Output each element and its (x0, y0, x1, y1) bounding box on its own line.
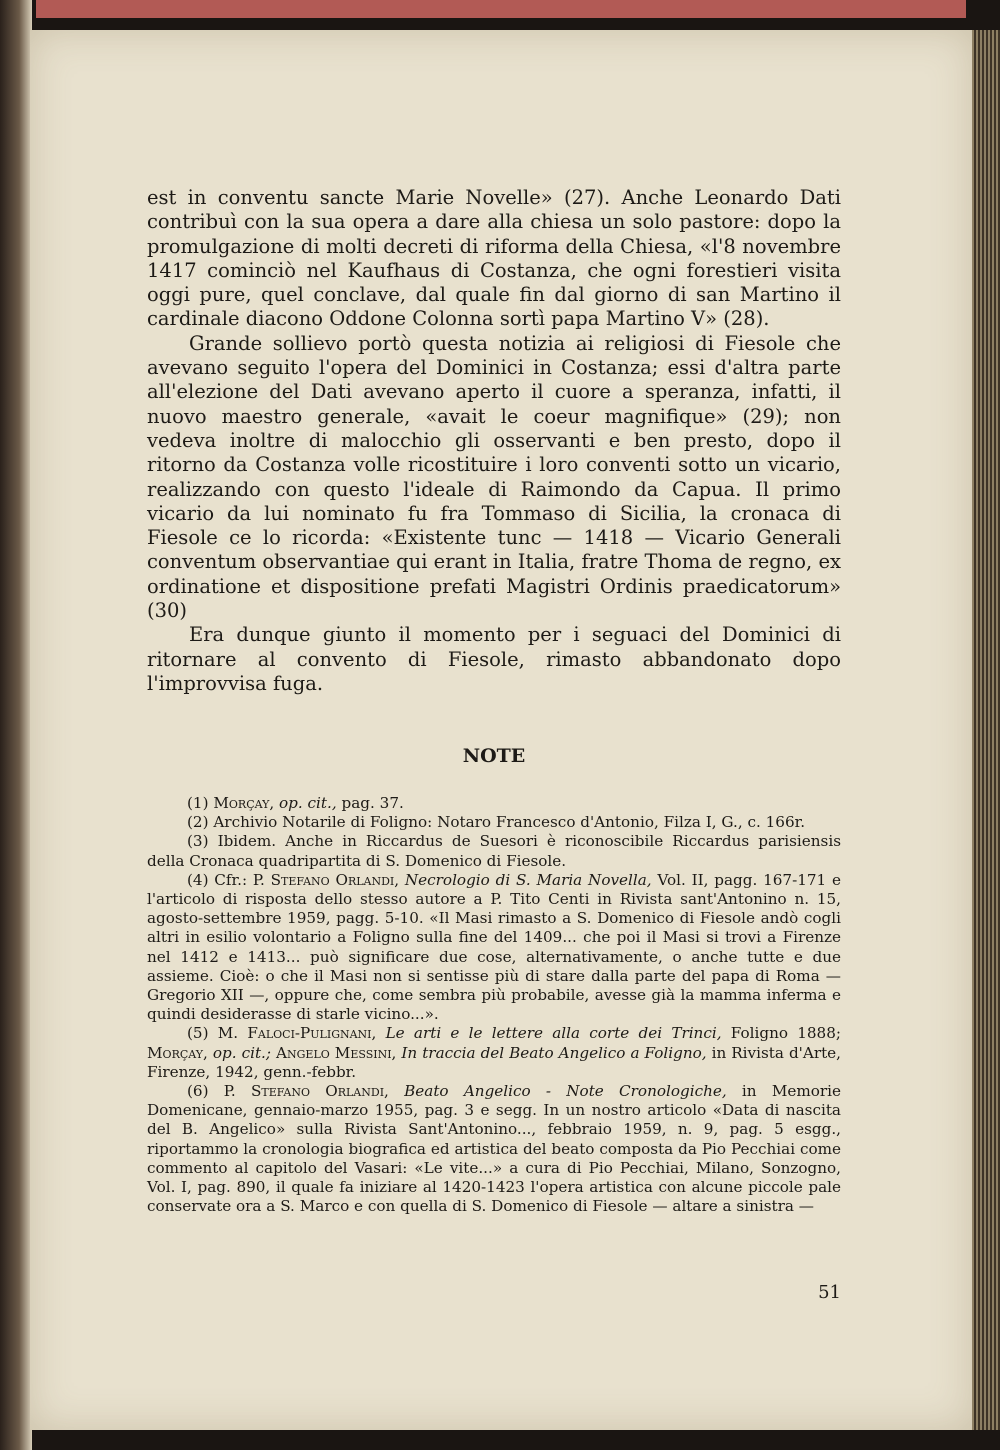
bookmark-ribbon (36, 0, 966, 18)
page-number: 51 (818, 1282, 841, 1303)
notes-heading: NOTE (462, 745, 526, 767)
book-spine (0, 0, 32, 1450)
note-4-rest: Vol. II, pagg. 167-171 e l'articolo di risposta dello stesso autore a P. Tito Centi in Rivista sant'Antonino n. 15, agosto-settembre 1959, pagg. 5-10. «Il Masi rimasto a S. Domenico di Fiesole andò cogli altri in esilio volontario a Foligno sulla fine del 1409... che poi il Masi si trovi a Firenze nel 1412 e 1413... può significare due cose, alternativamente, o anche tutte e due assieme. Cioè: o che il Masi non si sentisse più di stare dalla parte del papa di Roma — Gregorio XII —, oppure che, come sembra più probabile, avesse già la mamma inferma e quindi desiderasse di starle vicino...». (147, 870, 841, 1024)
note-1-rest: pag. 37. (336, 794, 404, 812)
paragraph-3: Era dunque giunto il momento per i seguaci del Dominici di ritornare al convento di Fiesole, rimasto abbandonato dopo l'improvvisa fuga. (147, 623, 841, 695)
note-1 (147, 794, 841, 813)
note-6-number: (6) P. (187, 1082, 251, 1101)
paragraph-1: est in conventu sancte Marie Novelle» (27). Anche Leonardo Dati contribuì con la sua opera a dare alla chiesa un solo pastore: dopo la promulgazione di molti decreti di riforma della Chiesa, «l'8 novembre 1417 cominciò nel Kaufhaus di Costanza, che ogni forestieri visita oggi pure, quel conclave, dal quale fin dal giorno di san Martino il cardinale diacono Oddone Colonna sortì papa Martino V» (28). (147, 186, 841, 331)
paragraph-2: Grande sollievo portò questa notizia ai religiosi di Fiesole che avevano seguito l'opera del Dominici in Costanza; essi d'altra parte all'elezione del Dati avevano aperto il cuore a speranza, infatti, il nuovo maestro generale, «avait le coeur magnifique» (29); non vedeva inoltre di malocchio gli osservanti e ben presto, dopo il ritorno da Costanza volle ricostituire i loro conventi sotto un vicario, realizzando con questo l'ideale di Raimondo da Capua. Il primo vicario da lui nominato fu fra Tommaso di Sicilia, la cronaca di Fiesole ce lo ricorda: «Existente tunc — 1418 — Vicario Generali conventum observantiae qui erant in Italia, fratre Thoma de regno, ex ordinatione et dispositione prefati Magistri Ordinis praedicatorum» (30) (147, 331, 841, 623)
note-5-title-3: In traccia del Beato Angelico a Foligno, (396, 1043, 707, 1062)
note-5-text-1: Foligno 1888; (721, 1024, 841, 1043)
note-5-number: (5) M. (187, 1024, 248, 1043)
note-5-title-2: op. cit.; (207, 1043, 271, 1062)
note-5-title-1: Le arti e le lettere alla corte dei Trinci, (376, 1024, 722, 1043)
note-5-author-2: Morçay, (147, 1043, 208, 1062)
note-6 (147, 1082, 841, 1216)
note-5-author-1: Faloci-Pulignani, (247, 1024, 377, 1043)
note-1-author: Morçay, (213, 794, 275, 812)
note-4-author: Stefano Orlandi, (270, 870, 400, 889)
note-5-rest: in Rivista d'Arte, Firenze, 1942, genn.-febbr. (147, 1043, 841, 1081)
note-1-title: op. cit., (274, 794, 337, 812)
notes-section (147, 794, 841, 1216)
note-1-number: (1) (187, 794, 214, 812)
note-4 (147, 871, 841, 1025)
note-4-number: (4) Cfr.: P. (187, 870, 271, 889)
note-4-title: Necrologio di S. Maria Novella, (399, 870, 652, 889)
note-6-title: Beato Angelico - Note Cronologiche, (388, 1082, 727, 1101)
note-5-author-3: Angelo Messini, (276, 1043, 397, 1062)
note-6-rest: in Memorie Domenicane, gennaio-marzo 1955, pag. 3 e segg. In un nostro articolo «Data di nascita del B. Angelico» sulla Rivista Sant'Antonino..., febbraio 1959, n. 9, pag. 5 esgg., riportammo la cronologia biografica ed artistica del beato composta da Pio Pecchiai come commento al capitolo del Vasari: «Le vite...» a cura di Pio Pecchiai, Milano, Sonzogno, Vol. I, pag. 890, il quale fa iniziare al 1420-1423 l'opera artistica con alcune piccole pale conservate ora a S. Marco e con quella di S. Domenico di Fiesole — altare a sinistra — (147, 1082, 842, 1216)
note-6-author: Stefano Orlandi, (250, 1082, 389, 1101)
note-2: (2) Archivio Notarile di Foligno: Notaro Francesco d'Antonio, Filza I, G., c. 166r. (187, 813, 806, 832)
page-edges (972, 30, 1000, 1430)
note-5 (147, 1024, 841, 1082)
note-3: (3) Ibidem. Anche in Riccardus de Suesori è riconoscibile Riccardus parisiensis della Cronaca quadripartita di S. Domenico di Fiesole. (147, 832, 841, 870)
body-text (147, 186, 841, 696)
